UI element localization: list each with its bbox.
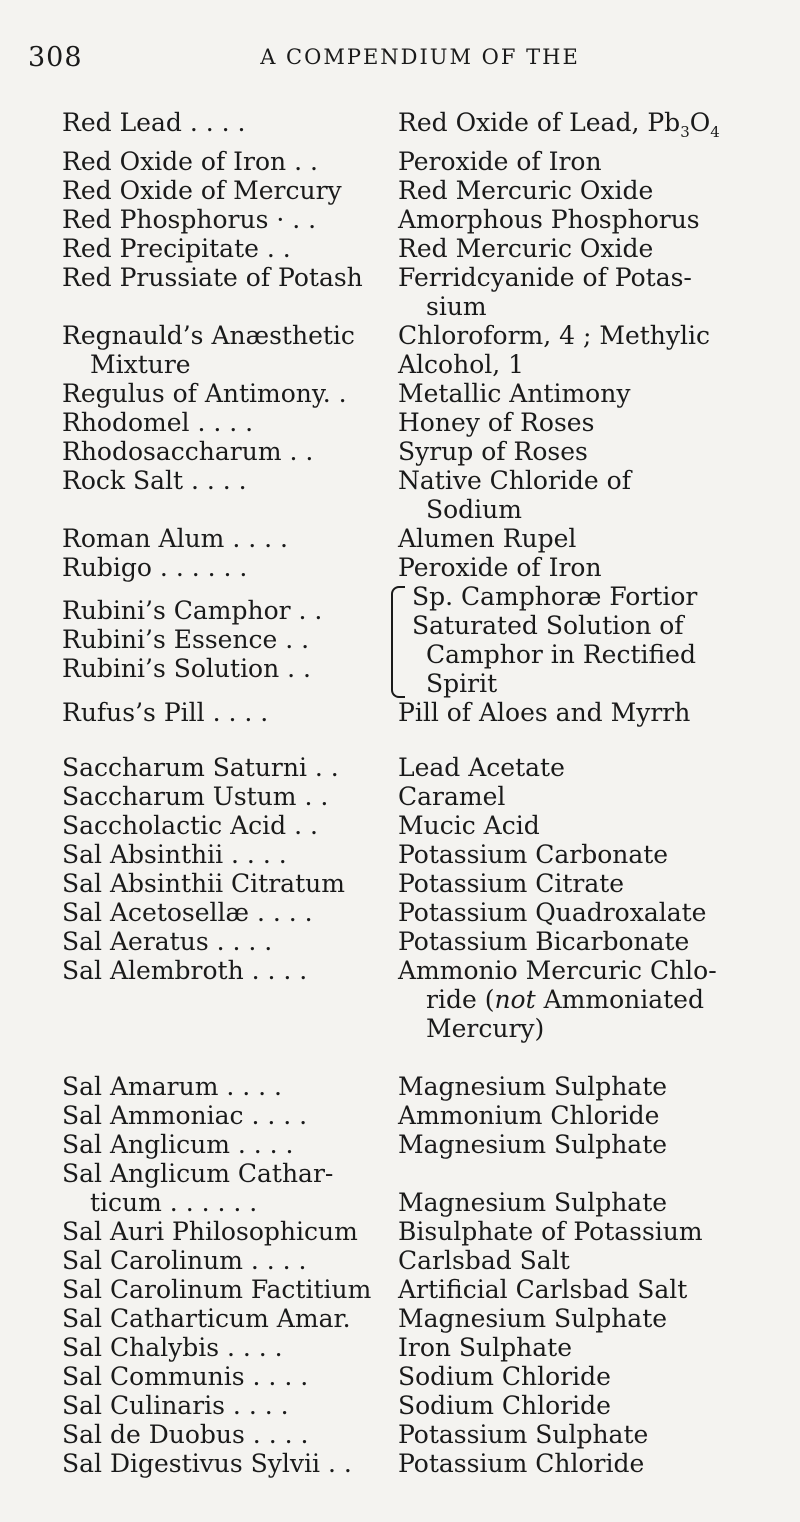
entry-definition (398, 1072, 762, 1101)
entry-definition (398, 869, 762, 898)
entry-definition (398, 753, 762, 782)
entry-term: Sal Amarum . . . . (62, 1072, 282, 1101)
entry-definition (398, 205, 762, 234)
entry-definition (398, 466, 762, 524)
entry-term: Sal Absinthii . . . . (62, 840, 287, 869)
entry-definition (398, 553, 762, 582)
entry-term: Sal Alembroth . . . . (62, 956, 308, 985)
entry-term: Rubini’s Solution . . (62, 654, 311, 683)
glossary-entry (62, 1420, 762, 1449)
entry-term: Roman Alum . . . . (62, 524, 288, 553)
glossary-entry (62, 1246, 762, 1275)
entry-definition (398, 147, 762, 176)
entry-term: Rubigo . . . . . . (62, 553, 248, 582)
entry-definition (398, 1217, 762, 1246)
definition-line: Sp. Camphoræ Fortior (412, 582, 698, 611)
entry-definition (398, 1275, 762, 1304)
definition-line: Alcohol, 1 (398, 350, 525, 379)
running-title: A COMPENDIUM OF THE (260, 45, 580, 69)
definition-line: Potassium Citrate (398, 869, 625, 898)
entries-rufus-block (62, 698, 762, 727)
entry-term: Saccholactic Acid . . (62, 811, 318, 840)
entry-term: Sal Anglicum . . . . (62, 1130, 294, 1159)
definition-line: Peroxide of Iron (398, 147, 602, 176)
glossary-entry (62, 147, 762, 176)
definition-line: Red Mercuric Oxide (398, 234, 654, 263)
definition-line: Alumen Rupel (398, 524, 577, 553)
entry-definition (398, 1449, 762, 1478)
definition-line: Potassium Chloride (398, 1449, 645, 1478)
entry-definition (398, 1420, 762, 1449)
definition-line: Ammonium Chloride (398, 1101, 660, 1130)
entry-term: Sal Communis . . . . (62, 1362, 309, 1391)
entry-term: Sal Culinaris . . . . (62, 1391, 289, 1420)
definition-line: Carlsbad Salt (398, 1246, 570, 1275)
entry-definition (398, 1130, 762, 1159)
glossary-entry (62, 1333, 762, 1362)
entry-term: Rhodosaccharum . . (62, 437, 314, 466)
entries-r-block (62, 108, 762, 582)
definition-line: Mucic Acid (398, 811, 540, 840)
glossary-entry (62, 753, 762, 782)
entry-definition (398, 408, 762, 437)
glossary-entry (62, 1072, 762, 1101)
definition-line: Red Mercuric Oxide (398, 176, 654, 205)
glossary-entry (62, 205, 762, 234)
glossary-entry (62, 1449, 762, 1478)
definition-line: Potassium Bicarbonate (398, 927, 690, 956)
definition-line: Magnesium Sulphate (398, 1072, 668, 1101)
glossary-entry (62, 840, 762, 869)
entry-term: Rhodomel . . . . (62, 408, 254, 437)
entry-definition (398, 1362, 762, 1391)
entry-definition (398, 1159, 762, 1217)
definition-line: Mercury) (426, 1014, 545, 1043)
entry-definition (398, 108, 762, 147)
entry-term: Sal Chalybis . . . . (62, 1333, 283, 1362)
definition-line: Potassium Carbonate (398, 840, 669, 869)
entry-term: Rufus’s Pill . . . . (62, 698, 269, 727)
entry-definition (398, 1304, 762, 1333)
entry-definition (398, 1333, 762, 1362)
definition-line: Native Chloride of (398, 466, 631, 495)
glossary-entry (62, 263, 762, 321)
glossary-entry (62, 811, 762, 840)
definition-line: Potassium Quadroxalate (398, 898, 707, 927)
definition-line: Sodium (426, 495, 522, 524)
glossary-entry (62, 898, 762, 927)
glossary-entry (62, 1217, 762, 1246)
glossary-entry (62, 1159, 762, 1217)
glossary-entry (62, 234, 762, 263)
glossary-entry (62, 1130, 762, 1159)
entry-term: Sal Carolinum Factitium (62, 1275, 372, 1304)
glossary-entry (62, 1275, 762, 1304)
entry-definition (398, 927, 762, 956)
entry-term: Sal Anglicum Cathar- ticum . . . . . . (62, 1159, 334, 1217)
entries-s-block (62, 753, 762, 1478)
definition-line: Bisulphate of Potassium (398, 1217, 703, 1246)
entry-term: Sal de Duobus . . . . (62, 1420, 309, 1449)
entry-definition (398, 437, 762, 466)
glossary-entry (62, 698, 762, 727)
glossary-entry (62, 553, 762, 582)
entry-definition (398, 234, 762, 263)
glossary-entry (62, 321, 762, 379)
entry-definition (398, 1101, 762, 1130)
entry-term: Sal Absinthii Citratum (62, 869, 345, 898)
entry-term: Regulus of Antimony. . (62, 379, 347, 408)
definition-line: Sodium Chloride (398, 1391, 611, 1420)
glossary-entry (62, 437, 762, 466)
entry-term: Red Oxide of Iron . . (62, 147, 318, 176)
glossary-entry (62, 524, 762, 553)
entry-term: Red Oxide of Mercury (62, 176, 342, 205)
entry-definition (398, 782, 762, 811)
entry-term: Rubini’s Essence . . (62, 625, 310, 654)
definition-line: Potassium Sulphate (398, 1420, 649, 1449)
entry-term: Sal Carolinum . . . . (62, 1246, 307, 1275)
entry-term: Sal Auri Philosophicum (62, 1217, 358, 1246)
entry-term: Rock Salt . . . . (62, 466, 247, 495)
definition-line: Caramel (398, 782, 506, 811)
entry-term: Saccharum Saturni . . (62, 753, 339, 782)
definition-line: Metallic Antimony (398, 379, 631, 408)
glossary-entry (62, 782, 762, 811)
definition-line: Magnesium Sulphate (398, 1304, 668, 1333)
entry-definition (398, 956, 762, 1043)
glossary-entry (62, 927, 762, 956)
definition-line: Magnesium Sulphate (398, 1130, 668, 1159)
entry-definition (398, 321, 762, 379)
definition-line: Lead Acetate (398, 753, 565, 782)
glossary-entry (62, 379, 762, 408)
curly-brace (391, 586, 405, 698)
glossary-entry (62, 176, 762, 205)
rubini-brace-group (62, 582, 762, 698)
glossary-entry (62, 1101, 762, 1130)
definition-line: Camphor in Rectified (426, 640, 696, 669)
entry-term: Red Lead . . . . (62, 108, 246, 137)
entry-definition (398, 263, 762, 321)
definition-line: Red Oxide of Lead, $Pb_3O_4$ (398, 108, 720, 141)
entry-definition (398, 176, 762, 205)
definition-line: Chloroform, 4 ; Methylic (398, 321, 711, 350)
entry-definition (398, 840, 762, 869)
entry-term: Red Phosphorus · . . (62, 205, 317, 234)
definition-line: sium (426, 292, 487, 321)
glossary-entry (62, 1362, 762, 1391)
entry-term: Sal Catharticum Amar. (62, 1304, 351, 1333)
definition-line: Saturated Solution of (412, 611, 684, 640)
definition-line: Peroxide of Iron (398, 553, 602, 582)
entry-definition (398, 898, 762, 927)
definition-line (398, 1159, 762, 1188)
glossary-entry (62, 869, 762, 898)
entry-term: Regnauld’s Anæsthetic Mixture (62, 321, 355, 379)
glossary-entry (62, 1391, 762, 1420)
definition-line: Amorphous Phosphorus (398, 205, 700, 234)
glossary-entry (62, 1304, 762, 1333)
definition-line: Ferridcyanide of Potas- (398, 263, 692, 292)
entry-definition (398, 524, 762, 553)
entry-term: Sal Digestivus Sylvii . . (62, 1449, 352, 1478)
definition-line: ride (not Ammoniated (426, 985, 704, 1014)
entry-term: Red Prussiate of Potash (62, 263, 363, 292)
definition-line: Syrup of Roses (398, 437, 588, 466)
entry-definition (398, 1391, 762, 1420)
definition-line: Artificial Carlsbad Salt (398, 1275, 688, 1304)
glossary-entry (62, 956, 762, 1043)
entry-definition (398, 811, 762, 840)
entry-definition (398, 379, 762, 408)
entry-term: Saccharum Ustum . . (62, 782, 329, 811)
entry-definition (398, 1246, 762, 1275)
entry-term: Red Precipitate . . (62, 234, 291, 263)
definition-line: Ammonio Mercuric Chlo- (398, 956, 717, 985)
glossary-entries (62, 108, 762, 1478)
page-number: 308 (28, 42, 83, 73)
glossary-entry (62, 408, 762, 437)
entry-term: Rubini’s Camphor . . (62, 596, 323, 625)
entry-term: Sal Aeratus . . . . (62, 927, 273, 956)
definition-line: Honey of Roses (398, 408, 595, 437)
definition-line: Sodium Chloride (398, 1362, 611, 1391)
glossary-entry (62, 108, 762, 147)
glossary-entry (62, 466, 762, 524)
entry-term: Sal Acetosellæ . . . . (62, 898, 313, 927)
definition-line: Iron Sulphate (398, 1333, 572, 1362)
entry-term: Sal Ammoniac . . . . (62, 1101, 308, 1130)
entry-definition (398, 698, 762, 727)
definition-line: Pill of Aloes and Myrrh (398, 698, 691, 727)
definition-line: Spirit (426, 669, 498, 698)
definition-line: Magnesium Sulphate (398, 1188, 668, 1217)
